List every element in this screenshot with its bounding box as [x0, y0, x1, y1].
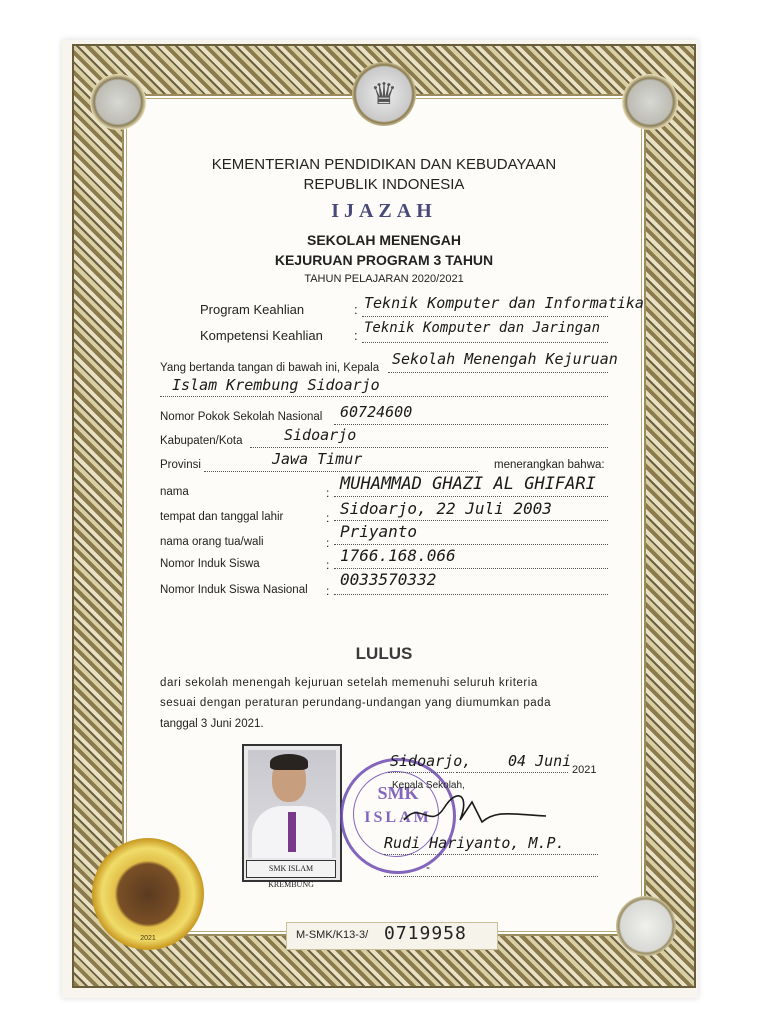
dotted-line: [388, 372, 608, 373]
kompetensi-keahlian-label: Kompetensi Keahlian: [200, 328, 323, 343]
ttl-colon: :: [326, 511, 330, 525]
ortu-label: nama orang tua/wali: [160, 536, 264, 548]
nama-label: nama: [160, 486, 189, 498]
republic-heading: REPUBLIK INDONESIA: [303, 176, 465, 193]
program-colon: :: [354, 302, 358, 317]
signature-date: 04 Juni: [508, 752, 572, 770]
result-text-line-3: tanggal 3 Juni 2021.: [160, 718, 264, 730]
result-text-line-2: sesuai dengan peraturan perundang-undangan yang diumumkan pada: [160, 697, 551, 709]
stamp-text-smk: SMK: [377, 783, 419, 803]
corner-ornament-bottom-right: [616, 896, 676, 956]
serial-prefix: M-SMK/K13-3/: [296, 929, 369, 941]
stamp-text-islam: ISLAM: [364, 809, 432, 826]
dotted-line: [204, 471, 478, 472]
student-name-value: MUHAMMAD GHAZI AL GHIFARI: [340, 474, 596, 494]
ortu-colon: :: [326, 536, 330, 550]
kompetensi-colon: :: [354, 328, 358, 343]
seal-year: 2021: [140, 935, 156, 942]
ortu-value: Priyanto: [340, 522, 418, 541]
signature-year: 2021: [572, 764, 597, 776]
ttl-label: tempat dan tanggal lahir: [160, 511, 284, 523]
corner-ornament-top-left: [90, 74, 146, 130]
kabupaten-label: Kabupaten/Kota: [160, 435, 243, 447]
principal-id-dash: -: [426, 860, 430, 874]
nisn-value: 0033570332: [340, 570, 437, 589]
nama-colon: :: [326, 486, 330, 500]
npsn-value: 60724600: [340, 403, 413, 421]
nis-label: Nomor Induk Siswa: [160, 558, 260, 570]
dotted-line: [250, 447, 608, 448]
dotted-line: [334, 496, 608, 497]
corner-ornament-top-right: [622, 74, 678, 130]
kabupaten-value: Sidoarjo: [284, 426, 357, 444]
ministry-heading: KEMENTERIAN PENDIDIKAN DAN KEBUDAYAAN: [211, 156, 557, 173]
school-name-line-2: Islam Krembung Sidoarjo: [172, 376, 380, 394]
photo-caption: SMK ISLAM KREMBUNG: [246, 860, 336, 878]
principal-name: Rudi Hariyanto, M.P.: [384, 834, 565, 852]
graduation-status: LULUS: [355, 644, 413, 663]
dotted-line: [334, 544, 608, 545]
academic-year: TAHUN PELAJARAN 2020/2021: [304, 273, 464, 285]
dotted-line: [160, 396, 608, 397]
signature-title: Kepala Sekolah,: [392, 780, 465, 791]
dotted-line: [334, 424, 608, 425]
serial-number: 0719958: [384, 923, 467, 944]
program-keahlian-value: Teknik Komputer dan Informatika: [364, 294, 644, 312]
school-type-line-1: SEKOLAH MENENGAH: [306, 232, 461, 248]
nis-colon: :: [326, 558, 330, 572]
menerangkan-label: menerangkan bahwa:: [494, 459, 605, 471]
npsn-label: Nomor Pokok Sekolah Nasional: [160, 411, 323, 423]
dotted-line: [334, 520, 608, 521]
nisn-colon: :: [326, 584, 330, 598]
nisn-label: Nomor Induk Siswa Nasional: [160, 584, 308, 596]
dotted-line: [388, 772, 454, 773]
document-title: IJAZAH: [331, 200, 437, 222]
program-keahlian-label: Program Keahlian: [200, 302, 305, 317]
dotted-line: [334, 594, 608, 595]
school-name-line-1: Sekolah Menengah Kejuruan: [392, 350, 618, 368]
dotted-line: [334, 568, 608, 569]
dotted-line: [362, 316, 608, 317]
provinsi-label: Provinsi: [160, 459, 201, 471]
intro-label: Yang bertanda tangan di bawah ini, Kepala: [160, 362, 380, 374]
dotted-line: [384, 876, 598, 877]
garuda-emblem-icon: ♛: [352, 62, 416, 126]
dotted-line: [362, 342, 608, 343]
school-type-line-2: KEJURUAN PROGRAM 3 TAHUN: [274, 252, 494, 268]
dotted-line: [456, 772, 568, 773]
result-text-line-1: dari sekolah menengah kejuruan setelah memenuhi seluruh kriteria: [160, 677, 538, 689]
provinsi-value: Jawa Timur: [272, 450, 363, 468]
student-photo: [242, 744, 342, 889]
kompetensi-keahlian-value: Teknik Komputer dan Jaringan: [364, 320, 601, 336]
signature-place: Sidoarjo,: [390, 752, 472, 770]
nis-value: 1766.168.066: [340, 546, 456, 565]
handwritten-signature: [400, 790, 550, 834]
ttl-value: Sidoarjo, 22 Juli 2003: [340, 499, 552, 518]
dotted-line: [384, 854, 598, 855]
gold-seal: [92, 838, 204, 950]
